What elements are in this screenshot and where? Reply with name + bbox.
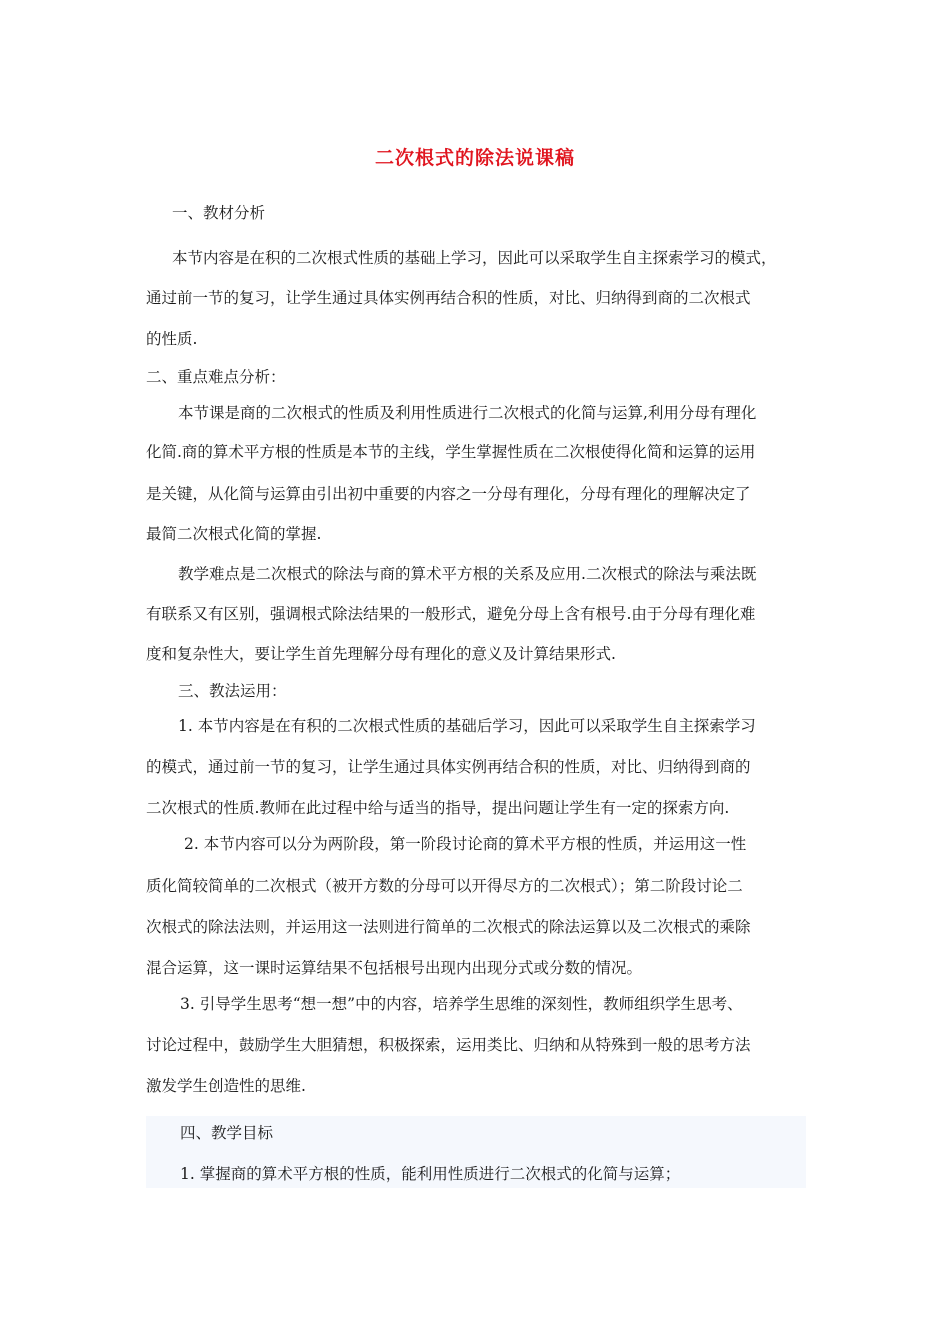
paragraph-line: 有联系又有区别，强调根式除法结果的一般形式，避免分母上含有根号.由于分母有理化难 [146,605,756,623]
paragraph-line: 激发学生创造性的思维. [146,1077,306,1095]
paragraph-line: 讨论过程中，鼓励学生大胆猜想，积极探索，运用类比、归纳和从特殊到一般的思考方法 [146,1036,751,1054]
paragraph-line: 化简.商的算术平方根的性质是本节的主线，学生掌握性质在二次根使得化简和运算的运用 [146,443,756,461]
paragraph-line: 最简二次根式化简的掌握. [146,525,322,543]
paragraph-line: 的性质. [146,330,198,348]
paragraph-line: 二次根式的性质.教师在此过程中给与适当的指导，提出问题让学生有一定的探索方向. [146,799,730,817]
paragraph-line: 度和复杂性大，要让学生首先理解分母有理化的意义及计算结果形式. [146,645,616,663]
paragraph-line: 质化简较简单的二次根式（被开方数的分母可以开得尽方的二次根式）；第二阶段讨论二 [146,877,743,895]
paragraph-line: 1. 掌握商的算术平方根的性质，能利用性质进行二次根式的化简与运算； [180,1165,681,1183]
paragraph-line: 本节内容是在积的二次根式性质的基础上学习，因此可以采取学生自主探索学习的模式， [172,249,777,267]
paragraph-line: 次根式的除法法则，并运用这一法则进行简单的二次根式的除法运算以及二次根式的乘除 [146,918,751,936]
paragraph-line: 2. 本节内容可以分为两阶段，第一阶段讨论商的算术平方根的性质，并运用这一性 [184,835,747,853]
paragraph-line: 1. 本节内容是在有积的二次根式性质的基础后学习，因此可以采取学生自主探索学习 [178,717,756,735]
section-heading: 三、教法运用： [178,682,287,700]
paragraph-line: 通过前一节的复习，让学生通过具体实例再结合积的性质，对比、归纳得到商的二次根式 [146,289,751,307]
paragraph-line: 3. 引导学生思考“想一想”中的内容，培养学生思维的深刻性，教师组织学生思考、 [180,995,743,1013]
paragraph-line: 教学难点是二次根式的除法与商的算术平方根的关系及应用.二次根式的除法与乘法既 [178,565,757,583]
section-heading: 一、教材分析 [172,204,266,222]
section-heading: 四、教学目标 [180,1124,274,1142]
paragraph-line: 是关键，从化简与运算由引出初中重要的内容之一分母有理化，分母有理化的理解决定了 [146,485,751,503]
paragraph-line: 的模式，通过前一节的复习，让学生通过具体实例再结合积的性质，对比、归纳得到商的 [146,758,751,776]
paragraph-line: 本节课是商的二次根式的性质及利用性质进行二次根式的化简与运算,利用分母有理化 [178,404,757,422]
section-heading: 二、重点难点分析： [146,368,286,386]
paragraph-line: 混合运算，这一课时运算结果不包括根号出现内出现分式或分数的情况。 [146,959,643,977]
document-title: 二次根式的除法说课稿 [374,147,575,169]
